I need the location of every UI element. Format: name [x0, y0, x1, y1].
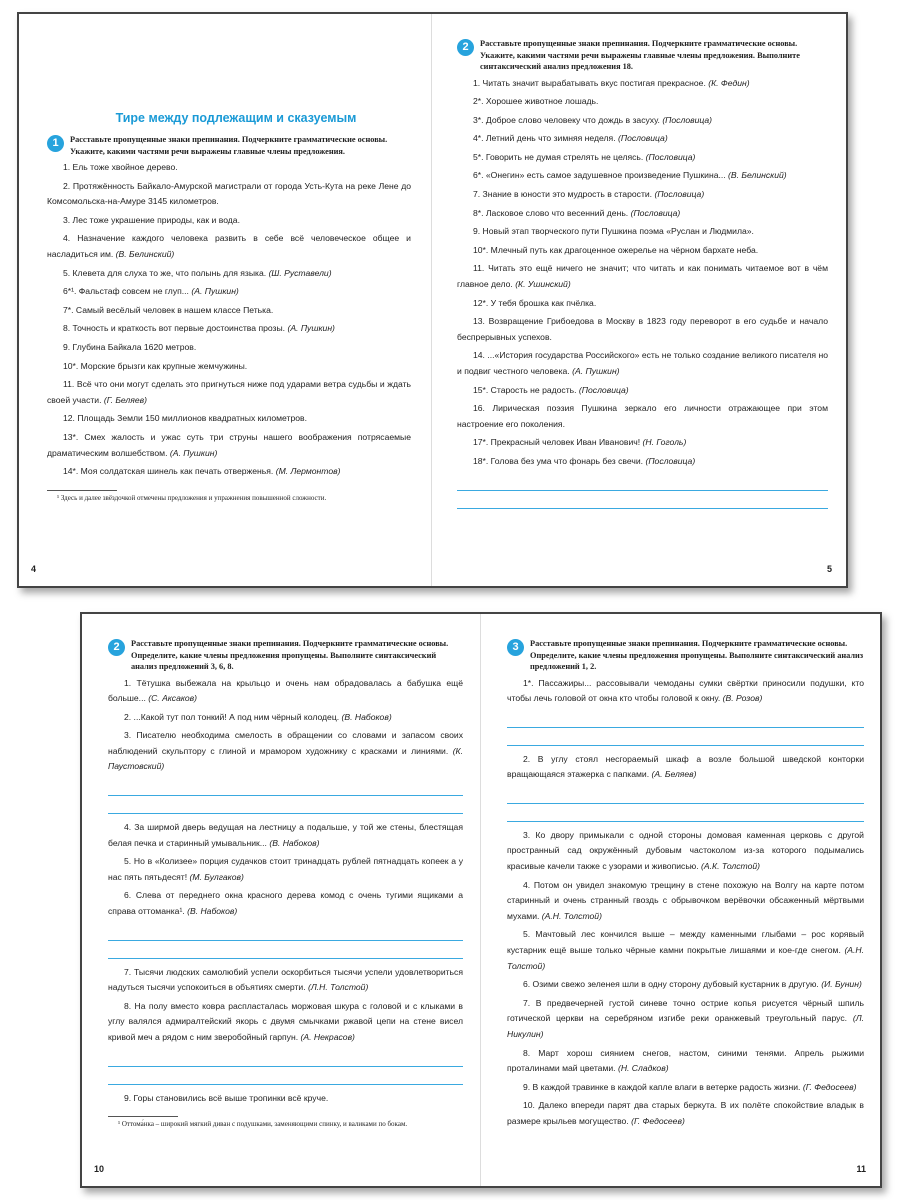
sentence-text: 3. Писателю необходима смелость в обращении со словами и запасом своих наблюдений скульптору с глиной и мрамором художнику с красками и линиями. [108, 730, 463, 756]
book-spread-pages-10-11 [80, 612, 882, 1188]
book-spine [431, 14, 432, 586]
exercise-sentence [47, 231, 411, 262]
answer-line[interactable] [108, 778, 463, 796]
exercise-sentence [457, 150, 828, 166]
page-number: 5 [826, 564, 832, 574]
exercise-sentence [47, 213, 411, 229]
sentence-source: (С. Аксаков) [148, 693, 198, 704]
page-number: 11 [856, 1164, 866, 1174]
exercise-sentence [108, 965, 463, 996]
exercise-list [47, 160, 411, 480]
sentence-text: 8. На полу вместо ковра распласталась моржовая шкура с головой и с клыками в углу валялся адмиралтейский якорь с двумя смычками ржавой цепи на стене висел кривой меч а рядом с ним зверобойный гарпун. [108, 1000, 463, 1042]
sentence-source: (Л. Никулин) [507, 1013, 864, 1039]
sentence-text: 13. Возвращение Грибоедова в Москву в 1823 году переворот в его судьбе и начало беспрерывных успехов. [457, 316, 828, 342]
sentence-source: (К. Ушинский) [515, 279, 571, 290]
sentence-text: 9. Глубина Байкала 1620 метров. [63, 341, 197, 352]
task-instruction: Расставьте пропущенные знаки препинания. Подчеркните грамматические основы. Определите, какие члены предложения пропущены. Выполните синтаксический анализ предложений 1, 2. [530, 639, 864, 671]
footnote: ¹ Оттома́нка – широкий мягкий диван с подушками, заменяющими спинку, и валиками по бокам. [118, 1120, 408, 1129]
sentence-text: 16. Лирическая поэзия Пушкина зеркало его личности отражающее при этом настроение его поколения. [457, 403, 828, 429]
section-title: Тире между подлежащим и сказуемым [115, 111, 357, 125]
exercise-sentence [457, 168, 828, 184]
exercise-sentence [507, 676, 864, 707]
sentence-source: (А.Н. Толстой) [541, 910, 602, 921]
page-number: 4 [31, 564, 37, 574]
exercise-sentence [108, 1091, 463, 1107]
sentence-source: (А. Пушкин) [287, 323, 335, 334]
sentence-source: (А. Пушкин) [169, 447, 218, 458]
sentence-source: (Пословица) [654, 189, 705, 200]
exercise-sentence [108, 710, 463, 726]
sentence-source: (И. Бунин) [821, 979, 862, 990]
exercise-sentence [108, 888, 463, 919]
sentence-source: (Г. Беляев) [103, 394, 147, 405]
sentence-source: (В. Белинский) [728, 170, 787, 181]
sentence-source: (Пословица) [662, 114, 713, 125]
sentence-text: 3*. Доброе слово человеку что дождь в засуху. [473, 114, 660, 125]
sentence-source: (Н. Гоголь) [642, 437, 687, 448]
sentence-source: (Л.Н. Толстой) [308, 982, 369, 993]
answer-line[interactable] [457, 491, 828, 509]
sentence-text: 5. Но в «Колизее» порция судачков стоит тринадцать рублей пятнадцать копеек а у нас пять пятьдесят! [108, 856, 463, 882]
sentence-text: 3. Ко двору примыкали с одной стороны домовая каменная церковь с другой пространный сад окружённый дубовым частоколом из-за которого подымались красивые качели также с узорами и живописью. [507, 829, 864, 872]
sentence-source: (Г. Федосеев) [631, 1115, 685, 1126]
sentence-text: 6. Озими свежо зеленея шли в одну сторону дубовый кустарник в другую. [523, 979, 819, 990]
page-5 [433, 14, 846, 586]
exercise-sentence [507, 752, 864, 783]
task-header [457, 38, 828, 73]
exercise-sentence [457, 454, 828, 470]
sentence-source: (Пословица) [645, 151, 696, 162]
sentence-text: 4. Назначение каждого человека развить в себе всё человеческое общее и насладиться им. [47, 233, 411, 259]
exercise-sentence [47, 321, 411, 337]
exercise-sentence [457, 224, 828, 240]
footnote-divider [108, 1116, 178, 1117]
exercise-sentence [47, 430, 411, 461]
exercise-groups [507, 676, 864, 1130]
sentence-source: (А. Беляев) [651, 769, 697, 780]
answer-line[interactable] [108, 1049, 463, 1067]
sentence-source: (Ш. Руставели) [268, 267, 332, 278]
sentence-text: 6*¹. Фальстаф совсем не глуп... [63, 286, 189, 297]
sentence-source: (А. Пушкин) [572, 366, 620, 376]
exercise-sentence [457, 314, 828, 345]
exercise-sentence [108, 854, 463, 885]
task-header [108, 638, 463, 673]
exercise-sentence [457, 383, 828, 399]
sentence-source: (В. Розов) [722, 693, 763, 704]
sentence-text: 1. Читать значит вырабатывать вкус постигая прекрасное. [473, 77, 706, 88]
sentence-text: 4. Потом он увидел знакомую трещину в стене похожую на Волгу на карте потом старинный и очень странный гвоздь с обрывочком верёвочки обсаженный мёртвыми мухами. [507, 879, 864, 921]
exercise-sentence [47, 377, 411, 408]
sentence-text: 7*. Самый весёлый человек в нашем классе Петька. [63, 304, 274, 315]
exercise-sentence [457, 348, 828, 379]
sentence-text: 1*. Пассажиры... рассовывали чемоданы сумки свёртки приносили подушки, кто чтобы лечь головой от окна кто чтобы головой к окну. [507, 677, 864, 704]
exercise-sentence [47, 266, 411, 282]
exercise-sentence [108, 999, 463, 1046]
task-header [47, 134, 411, 157]
sentence-text: 9. Горы становились всё выше тропинки всё круче. [124, 1092, 329, 1103]
sentence-source: (А.К. Толстой) [701, 861, 761, 872]
exercise-sentence [457, 76, 828, 92]
sentence-text: 12. Площадь Земли 150 миллионов квадратных километров. [63, 413, 307, 424]
sentence-source: (Пословица) [617, 133, 668, 144]
exercise-sentence [47, 464, 411, 480]
sentence-text: 6. Слева от переднего окна красного дерева комод с очень тугими ящиками а справа оттоманка¹. [108, 890, 463, 917]
page-11 [481, 614, 880, 1186]
sentence-text: 4*. Летний день что зимняя неделя. [473, 133, 616, 144]
sentence-source: (А. Некрасов) [300, 1032, 355, 1042]
footnote-divider [47, 490, 117, 491]
exercise-sentence [47, 359, 411, 375]
sentence-text: 8. Точность и краткость вот первые достоинства прозы. [63, 323, 286, 334]
exercise-sentence [457, 261, 828, 292]
sentence-text: 5. Клевета для слуха то же, что полынь для языка. [63, 267, 267, 278]
task-instruction: Расставьте пропущенные знаки препинания. Подчеркните грамматические основы. Определите, какие члены предложения пропущены. Выполните синтаксический анализ предложений 3, 6, 8. [131, 639, 449, 671]
sentence-text: 10. Далеко впереди парят два старых беркута. В их полёте спокойствие владык в размере крыльев могущество. [507, 1100, 864, 1126]
sentence-text: 18*. Голова без ума что фонарь без свечи. [473, 455, 644, 466]
sentence-text: 12*. У тебя брошка как пчёлка. [473, 297, 597, 308]
exercise-sentence [507, 1046, 864, 1077]
answer-line[interactable] [108, 923, 463, 941]
sentence-text: 9. В каждой травинке в каждой капле влаги в ветерке радость жизни. [523, 1081, 801, 1092]
sentence-source: (В. Белинский) [115, 248, 175, 259]
exercise-sentence [457, 435, 828, 451]
exercise-sentence [108, 728, 463, 775]
exercise-sentence [47, 160, 411, 176]
page-number: 10 [94, 1164, 105, 1174]
sentence-text: 7. Тысячи людских самолюбий успели оскорбиться тысячи успели удовлетвориться надуться тысячи успокоиться в объятиях смерти. [108, 966, 463, 993]
exercise-sentence [507, 927, 864, 974]
sentence-source: (Пословица) [645, 455, 696, 466]
sentence-source: (А. Пушкин) [191, 286, 239, 297]
sentence-source: (В. Набоков) [187, 906, 238, 917]
sentence-source: (М. Лермонтов) [275, 466, 341, 477]
sentence-text: 5. Мачтовый лес кончился выше – между каменными глыбами – рос корявый кустарник ещё выше только чёрные камни покрытые лишаями и кое-где снегом. [507, 929, 864, 956]
exercise-sentence [47, 411, 411, 427]
answer-line[interactable] [108, 941, 463, 959]
sentence-text: 2. Протяжённость Байкало-Амурской магистрали от города Усть-Кута на реке Лене до Комсомольска-на-Амуре 3145 километров. [47, 180, 411, 207]
exercise-sentence [108, 820, 463, 851]
exercise-sentence [507, 1098, 864, 1129]
task-instruction: Расставьте пропущенные знаки препинания. Подчеркните грамматические основы. Укажите, какими частями речи выражены главные члены предложения. Выполните синтаксический анализ предложения 18. [480, 39, 800, 71]
sentence-text: 15*. Старость не радость. [473, 384, 577, 395]
page-10 [82, 614, 479, 1186]
sentence-text: 2*. Хорошее животное лошадь. [473, 96, 599, 107]
exercise-sentence [47, 340, 411, 356]
exercise-sentence [507, 977, 864, 993]
answer-line[interactable] [507, 728, 864, 746]
book-spread-pages-4-5 [17, 12, 848, 588]
exercise-list [457, 76, 828, 470]
sentence-text: 5*. Говорить не думая стрелять не целясь. [473, 151, 644, 162]
task-number-badge: 1 [47, 135, 64, 152]
exercise-sentence [47, 179, 411, 210]
sentence-text: 10*. Млечный путь как драгоценное ожерелье на чёрном бархате неба. [473, 244, 759, 255]
answer-line[interactable] [507, 710, 864, 728]
task-header [507, 638, 864, 673]
sentence-text: 14*. Моя солдатская шинель как печать отверженья. [63, 466, 274, 477]
sentence-source: (В. Набоков) [269, 837, 320, 848]
exercise-sentence [507, 996, 864, 1043]
sentence-source: (А.Н. Толстой) [507, 945, 865, 971]
footnote: ¹ Здесь и далее звёздочкой отмечены предложения и упражнения повышенной сложности. [57, 493, 327, 502]
sentence-source: (К. Паустовский) [108, 745, 464, 772]
sentence-text: 10*. Морские брызги как крупные жемчужины. [63, 360, 248, 371]
exercise-groups [108, 676, 463, 1107]
sentence-text: 7. Знание в юности это мудрость в старости. [473, 189, 653, 200]
sentence-source: (К. Федин) [708, 77, 750, 88]
exercise-sentence [47, 303, 411, 319]
exercise-sentence [457, 243, 828, 259]
sentence-source: (Г. Федосеев) [802, 1081, 857, 1092]
sentence-text: 1. Ель тоже хвойное дерево. [63, 162, 178, 172]
sentence-text: 11. Всё что они могут сделать это пригнуться ниже под ударами ветра судьбы и ждать своей участи. [47, 379, 411, 405]
exercise-sentence [457, 401, 828, 432]
sentence-text: 17*. Прекрасный человек Иван Иванович! [473, 437, 641, 448]
answer-line[interactable] [507, 804, 864, 822]
task-number-badge: 2 [457, 39, 474, 56]
exercise-sentence [108, 676, 463, 707]
sentence-text: 1. Тётушка выбежала на крыльцо и очень нам обрадовалась а бабушка ещё больше... [108, 677, 463, 704]
sentence-text: 7. В предвечерней густой синеве точно острие копья рисуется чёрный шпиль готической церкви на серебряном изгибе реки оранжевый треугольный парус. [507, 997, 864, 1024]
exercise-sentence [507, 1080, 864, 1096]
page-4 [19, 14, 429, 586]
exercise-sentence [457, 187, 828, 203]
exercise-sentence [507, 828, 864, 875]
exercise-sentence [457, 113, 828, 129]
task-number-badge: 2 [108, 639, 125, 656]
answer-line[interactable] [108, 1067, 463, 1085]
sentence-text: 13*. Смех жалость и ужас суть три струны нашего воображения потрясаемые драматическим волшебством. [47, 431, 411, 458]
exercise-sentence [507, 878, 864, 925]
sentence-text: 4. За ширмой дверь ведущая на лестницу а подальше, у той же стены, блестящая белая печка и старинный умывальник... [108, 822, 463, 848]
exercise-sentence [457, 296, 828, 312]
task-instruction: Расставьте пропущенные знаки препинания. Подчеркните грамматические основы. Укажите, какими частями речи выражены главные члены предложения. [70, 135, 388, 156]
sentence-text: 3. Лес тоже украшение природы, как и вода. [63, 214, 240, 225]
sentence-text: 6*. «Онегин» есть самое задушевное произведение Пушкина... [473, 170, 726, 181]
sentence-text: 8. Март хорош сиянием снегов, настом, синими тенями. Апрель рыжими проталинами май цветами. [507, 1047, 864, 1074]
sentence-text: 8*. Ласковое слово что весенний день. [473, 207, 629, 218]
sentence-source: (Н. Сладков) [617, 1063, 669, 1074]
exercise-sentence [47, 284, 411, 300]
sentence-source: (М. Булгаков) [189, 871, 244, 882]
sentence-text: 14. ...«История государства Российского» есть не только создание великого писателя но и подвиг честного человека. [457, 350, 828, 376]
sentence-source: (Пословица) [578, 384, 629, 395]
exercise-sentence [457, 206, 828, 222]
sentence-source: (Пословица) [630, 207, 681, 218]
exercise-sentence [457, 131, 828, 147]
sentence-text: 11. Читать это ещё ничего не значит; что читать и как понимать читаемое вот в чём главное дело. [457, 263, 828, 290]
exercise-sentence [457, 94, 828, 110]
sentence-text: 2. В углу стоял несгораемый шкаф а возле большой шведской конторки вращающаяся этажерка с папками. [507, 753, 864, 780]
sentence-text: 2. ...Какой тут пол тонкий! А под ним чёрный колодец. [124, 711, 340, 722]
answer-line[interactable] [108, 796, 463, 814]
answer-line[interactable] [507, 786, 864, 804]
answer-line[interactable] [457, 473, 828, 491]
sentence-source: (В. Набоков) [341, 711, 392, 722]
task-number-badge: 3 [507, 639, 524, 656]
sentence-text: 9. Новый этап творческого пути Пушкина поэма «Руслан и Людмила». [473, 226, 754, 237]
